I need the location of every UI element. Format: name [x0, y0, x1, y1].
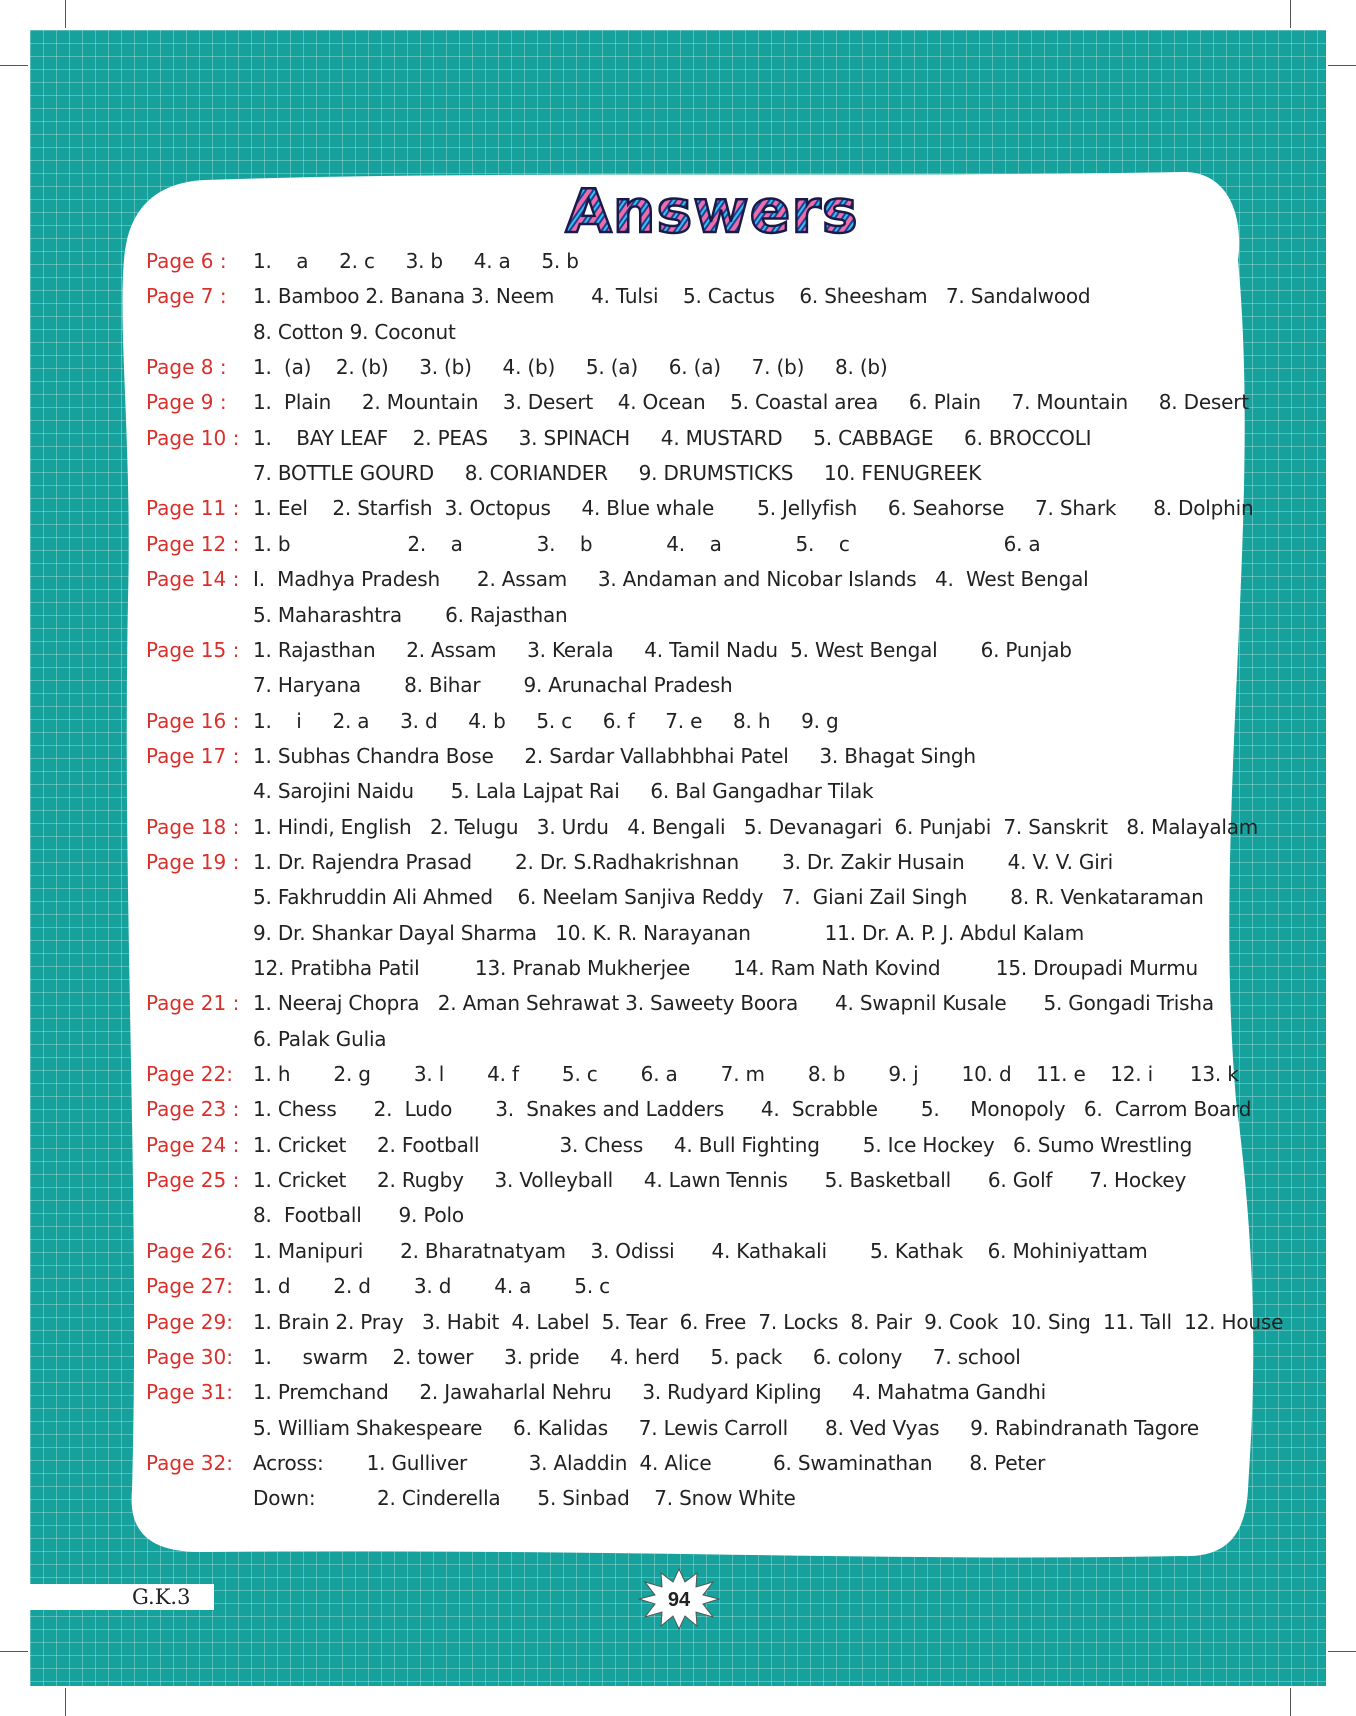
- page-label: Page 11 :: [146, 496, 240, 521]
- answer-text: 1. Neeraj Chopra 2. Aman Sehrawat 3. Saweety Boora 4. Swapnil Kusale 5. Gongadi Trisha: [253, 991, 1214, 1016]
- answer-text: I. Madhya Pradesh 2. Assam 3. Andaman and Nicobar Islands 4. West Bengal: [253, 567, 1089, 592]
- answer-text: 1. h 2. g 3. l 4. f 5. c 6. a 7. m 8. b 9. j 10. d 11. e 12. i 13. k: [253, 1062, 1239, 1087]
- answer-text: 5. William Shakespeare 6. Kalidas 7. Lewis Carroll 8. Ved Vyas 9. Rabindranath Tagore: [253, 1415, 1199, 1440]
- answer-text: 1. Premchand 2. Jawaharlal Nehru 3. Rudyard Kipling 4. Mahatma Gandhi: [253, 1380, 1046, 1405]
- answer-text: 1. Cricket 2. Football 3. Chess 4. Bull Fighting 5. Ice Hockey 6. Sumo Wrestling: [253, 1132, 1193, 1157]
- page-label: Page 23 :: [146, 1097, 240, 1122]
- answer-row: [0, 1446, 1356, 1480]
- answer-row: [0, 810, 1356, 844]
- answers-title-text: Answers: [565, 177, 859, 247]
- answer-text: Down: 2. Cinderella 5. Sinbad 7. Snow White: [253, 1486, 796, 1511]
- answer-text: 1. Dr. Rajendra Prasad 2. Dr. S.Radhakrishnan 3. Dr. Zakir Husain 4. V. V. Giri: [253, 849, 1113, 874]
- page-label: Page 27:: [146, 1274, 233, 1299]
- answer-row: [0, 1198, 1356, 1232]
- page-label: Page 26:: [146, 1238, 233, 1263]
- page-label: Page 15 :: [146, 637, 240, 662]
- answer-text: 1. i 2. a 3. d 4. b 5. c 6. f 7. e 8. h 9. g: [253, 708, 839, 733]
- page-label: Page 16 :: [146, 708, 240, 733]
- answer-text: 5. Maharashtra 6. Rajasthan: [253, 602, 568, 627]
- answer-row: [0, 986, 1356, 1020]
- answer-row: [0, 385, 1356, 419]
- answer-text: 1. b 2. a 3. b 4. a 5. c 6. a: [253, 531, 1041, 556]
- answer-text: 1. Brain 2. Pray 3. Habit 4. Label 5. Tear 6. Free 7. Locks 8. Pair 9. Cook 10. Sing 11. Tall 12. House: [253, 1309, 1284, 1334]
- page-label: Page 17 :: [146, 743, 240, 768]
- answer-row: [0, 1269, 1356, 1303]
- answer-row: [0, 845, 1356, 879]
- answer-row: [0, 598, 1356, 632]
- answer-row: [0, 1057, 1356, 1091]
- answer-text: Across: 1. Gulliver 3. Aladdin 4. Alice 6. Swaminathan 8. Peter: [253, 1450, 1046, 1475]
- answer-row: [0, 668, 1356, 702]
- answer-row: [0, 350, 1356, 384]
- answer-row: [0, 244, 1356, 278]
- answer-text: 1. Eel 2. Starfish 3. Octopus 4. Blue whale 5. Jellyfish 6. Seahorse 7. Shark 8. Dolphin: [253, 496, 1254, 521]
- page-number-badge: [638, 1568, 720, 1630]
- answer-text: 5. Fakhruddin Ali Ahmed 6. Neelam Sanjiva Reddy 7. Giani Zail Singh 8. R. Venkataraman: [253, 885, 1204, 910]
- answer-row: [0, 1340, 1356, 1374]
- page-label: Page 7 :: [146, 284, 227, 309]
- answer-row: [0, 456, 1356, 490]
- page-label: Page 32:: [146, 1450, 233, 1475]
- page-label: Page 25 :: [146, 1168, 240, 1193]
- page-label: Page 30:: [146, 1344, 233, 1369]
- answer-text: 8. Cotton 9. Coconut: [253, 319, 456, 344]
- answer-row: [0, 1481, 1356, 1515]
- answer-row: [0, 916, 1356, 950]
- answer-text: 8. Football 9. Polo: [253, 1203, 464, 1228]
- answer-text: 1. BAY LEAF 2. PEAS 3. SPINACH 4. MUSTARD 5. CABBAGE 6. BROCCOLI: [253, 425, 1092, 450]
- page-label: Page 14 :: [146, 567, 240, 592]
- answer-text: 1. (a) 2. (b) 3. (b) 4. (b) 5. (a) 6. (a) 7. (b) 8. (b): [253, 355, 888, 380]
- answer-row: [0, 279, 1356, 313]
- answer-row: [0, 1163, 1356, 1197]
- answer-row: [0, 1411, 1356, 1445]
- answer-text: 12. Pratibha Patil 13. Pranab Mukherjee 14. Ram Nath Kovind 15. Droupadi Murmu: [253, 956, 1198, 980]
- page-label: Page 24 :: [146, 1132, 240, 1157]
- page-label: Page 9 :: [146, 390, 227, 415]
- answer-row: [0, 527, 1356, 561]
- answer-text: 1. Bamboo 2. Banana 3. Neem 4. Tulsi 5. Cactus 6. Sheesham 7. Sandalwood: [253, 284, 1091, 309]
- answer-row: [0, 562, 1356, 596]
- answer-text: 1. Manipuri 2. Bharatnatyam 3. Odissi 4. Kathakali 5. Kathak 6. Mohiniyattam: [253, 1238, 1148, 1263]
- answer-text: 7. BOTTLE GOURD 8. CORIANDER 9. DRUMSTICKS 10. FENUGREEK: [253, 461, 982, 486]
- answer-text: 1. Chess 2. Ludo 3. Snakes and Ladders 4. Scrabble 5. Monopoly 6. Carrom Board: [253, 1097, 1252, 1122]
- answer-text: 9. Dr. Shankar Dayal Sharma 10. K. R. Narayanan 11. Dr. A. P. J. Abdul Kalam: [253, 920, 1085, 945]
- answer-row: [0, 1234, 1356, 1268]
- answer-text: 1. Hindi, English 2. Telugu 3. Urdu 4. Bengali 5. Devanagari 6. Punjabi 7. Sanskrit 8. Malayalam: [253, 814, 1259, 839]
- answer-row: [0, 315, 1356, 349]
- page-label: Page 21 :: [146, 991, 240, 1016]
- answer-row: [0, 491, 1356, 525]
- page-label: Page 10 :: [146, 425, 240, 450]
- answers-title: [0, 0, 1356, 260]
- answer-row: [0, 633, 1356, 667]
- answer-row: [0, 1128, 1356, 1162]
- page-number: 94: [667, 1589, 691, 1611]
- answer-row: [0, 774, 1356, 808]
- book-code: G.K.3: [30, 1584, 214, 1610]
- page-label: Page 19 :: [146, 849, 240, 874]
- answer-text: 1. Cricket 2. Rugby 3. Volleyball 4. Lawn Tennis 5. Basketball 6. Golf 7. Hockey: [253, 1168, 1187, 1193]
- answer-row: [0, 704, 1356, 738]
- answer-text: 1. Plain 2. Mountain 3. Desert 4. Ocean 5. Coastal area 6. Plain 7. Mountain 8. Desert: [253, 390, 1249, 415]
- answer-text: 1. swarm 2. tower 3. pride 4. herd 5. pack 6. colony 7. school: [253, 1344, 1021, 1369]
- answer-text: 4. Sarojini Naidu 5. Lala Lajpat Rai 6. Bal Gangadhar Tilak: [253, 779, 874, 804]
- answer-row: [0, 739, 1356, 773]
- page-label: Page 31:: [146, 1380, 233, 1405]
- answer-text: 6. Palak Gulia: [253, 1026, 387, 1051]
- page-label: Page 22:: [146, 1062, 233, 1087]
- answer-text: 1. d 2. d 3. d 4. a 5. c: [253, 1274, 610, 1299]
- answer-text: 7. Haryana 8. Bihar 9. Arunachal Pradesh: [253, 673, 733, 698]
- page-label: Page 8 :: [146, 355, 227, 380]
- answer-text: 1. Subhas Chandra Bose 2. Sardar Vallabhbhai Patel 3. Bhagat Singh: [253, 743, 976, 768]
- answer-row: [0, 1022, 1356, 1056]
- answer-row: [0, 1375, 1356, 1409]
- page-label: Page 6 :: [146, 249, 227, 273]
- answer-row: [0, 1305, 1356, 1339]
- page-label: Page 12 :: [146, 531, 240, 556]
- answer-row: [0, 951, 1356, 985]
- answer-text: 1. Rajasthan 2. Assam 3. Kerala 4. Tamil Nadu 5. West Bengal 6. Punjab: [253, 637, 1072, 662]
- page-label: Page 29:: [146, 1309, 233, 1334]
- page-label: Page 18 :: [146, 814, 240, 839]
- answer-row: [0, 421, 1356, 455]
- answer-row: [0, 1092, 1356, 1126]
- answer-text: 1. a 2. c 3. b 4. a 5. b: [253, 249, 579, 273]
- answer-row: [0, 880, 1356, 914]
